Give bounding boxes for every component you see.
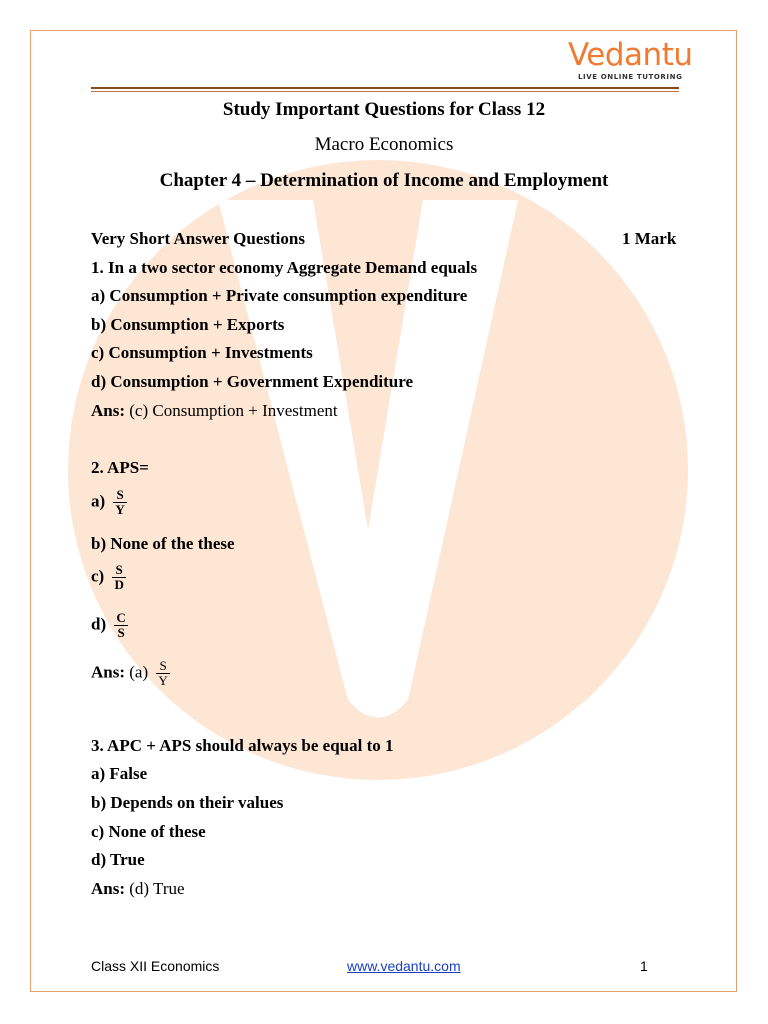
answer-prefix: (a) (129, 662, 149, 682)
option-label: a) (91, 491, 106, 511)
question-2: 2. APS= (91, 458, 149, 477)
option-label: c) (91, 566, 105, 586)
q2-option-d (91, 611, 128, 640)
q1-option-a: a) Consumption + Private consumption expenditure (91, 286, 468, 305)
answer-label: Ans: (91, 879, 126, 898)
fraction: $\frac{C}{S}$ (116, 610, 126, 640)
q2-option-c (91, 563, 126, 592)
q3-option-b: b) Depends on their values (91, 793, 284, 812)
question-1: 1. In a two sector economy Aggregate Demand equals (91, 258, 478, 277)
subject-title: Macro Economics (314, 134, 454, 155)
answer-text: (d) True (129, 879, 185, 898)
q2-answer (91, 659, 170, 688)
fraction: $\frac{S}{Y}$ (115, 487, 125, 517)
answer-text: (c) Consumption + Investment (129, 401, 338, 420)
website-link[interactable]: www.vedantu.com (347, 958, 461, 974)
answer-label: Ans: (91, 401, 126, 420)
logo-wordmark: Vedantu (568, 37, 693, 73)
option-label: d) (91, 614, 107, 634)
header-rule (91, 87, 679, 89)
q1-option-b: b) Consumption + Exports (91, 315, 285, 334)
question-3: 3. APC + APS should always be equal to 1 (91, 736, 394, 755)
chapter-title: Chapter 4 – Determination of Income and Employment (159, 170, 609, 191)
fraction: $\frac{S}{D}$ (114, 562, 124, 592)
footer-link[interactable] (347, 958, 461, 974)
q2-option-a (91, 488, 127, 517)
q3-option-d: d) True (91, 850, 145, 869)
header-rule-thin (91, 91, 679, 92)
section-marks: 1 Mark (622, 229, 677, 248)
q1-option-c: c) Consumption + Investments (91, 343, 313, 362)
q3-answer (91, 879, 185, 899)
section-title: Very Short Answer Questions (91, 229, 305, 248)
answer-label: Ans: (91, 662, 126, 682)
vedantu-logo[interactable] (568, 37, 693, 88)
q2-option-b: b) None of the these (91, 534, 235, 553)
page-number: 1 (640, 958, 648, 974)
fraction: $\frac{S}{Y}$ (158, 658, 168, 688)
q3-option-a: a) False (91, 764, 148, 783)
q3-option-c: c) None of these (91, 822, 206, 841)
q1-option-d: d) Consumption + Government Expenditure (91, 372, 414, 391)
q1-answer (91, 401, 338, 421)
logo-tagline: LIVE ONLINE TUTORING (578, 73, 683, 81)
footer-class: Class XII Economics (91, 958, 220, 974)
page-title: Study Important Questions for Class 12 (222, 99, 546, 120)
